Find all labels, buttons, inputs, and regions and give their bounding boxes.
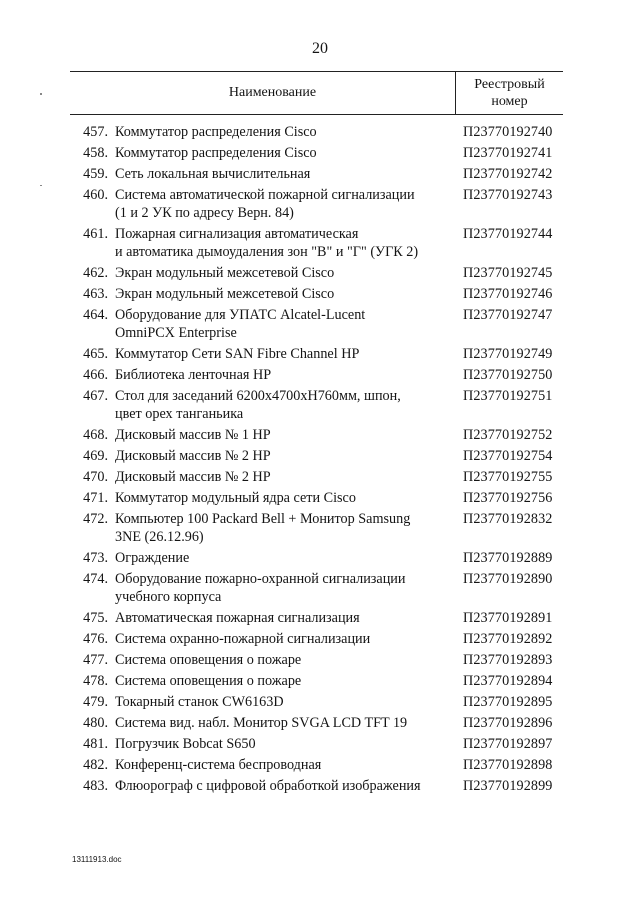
table-body [70, 115, 563, 796]
row-registry-number: П23770192747 [463, 306, 553, 323]
row-registry-number: П23770192897 [463, 735, 553, 752]
row-registry-number: П23770192898 [463, 756, 553, 773]
row-number: 481. [83, 735, 108, 752]
table-row [70, 607, 563, 628]
row-name: Ограждение [115, 549, 190, 566]
table-row [70, 262, 563, 283]
row-name: Экран модульный межсетевой Cisco [115, 285, 335, 302]
row-name: Токарный станок CW6163D [115, 693, 284, 710]
row-number: 466. [83, 366, 108, 383]
row-name: Флюорограф с цифровой обработкой изображения [115, 777, 421, 794]
row-name: Дисковый массив № 2 HP [115, 447, 271, 464]
table-row [70, 775, 563, 796]
page-number: 20 [312, 40, 328, 57]
row-number: 463. [83, 285, 108, 302]
row-name: Компьютер 100 Packard Bell + Монитор Samsung 3NE (26.12.96) [115, 510, 411, 545]
table-row [70, 121, 563, 142]
table-row [70, 445, 563, 466]
table-row [70, 142, 563, 163]
registry-table [70, 71, 563, 796]
row-number: 460. [83, 186, 108, 203]
row-name: Система оповещения о пожаре [115, 672, 302, 689]
table-row [70, 649, 563, 670]
row-registry-number: П23770192756 [463, 489, 553, 506]
row-number: 475. [83, 609, 108, 626]
row-registry-number: П23770192895 [463, 693, 553, 710]
table-row [70, 754, 563, 775]
row-number: 465. [83, 345, 108, 362]
row-registry-number: П23770192746 [463, 285, 553, 302]
row-number: 467. [83, 387, 108, 404]
row-registry-number: П23770192891 [463, 609, 553, 626]
row-number: 480. [83, 714, 108, 731]
row-number: 471. [83, 489, 108, 506]
row-registry-number: П23770192894 [463, 672, 553, 689]
row-number: 472. [83, 510, 108, 527]
table-row [70, 628, 563, 649]
row-name: Экран модульный межсетевой Cisco [115, 264, 335, 281]
scan-speck [40, 93, 42, 95]
row-name: Дисковый массив № 1 HP [115, 426, 271, 443]
table-row [70, 712, 563, 733]
row-name: Система автоматической пожарной сигнализации (1 и 2 УК по адресу Верн. 84) [115, 186, 415, 221]
table-row [70, 424, 563, 445]
row-number: 483. [83, 777, 108, 794]
table-row [70, 466, 563, 487]
row-registry-number: П23770192892 [463, 630, 553, 647]
row-registry-number: П23770192750 [463, 366, 553, 383]
row-registry-number: П23770192741 [463, 144, 553, 161]
row-number: 464. [83, 306, 108, 323]
row-number: 482. [83, 756, 108, 773]
row-number: 462. [83, 264, 108, 281]
row-name: Оборудование пожарно-охранной сигнализации учебного корпуса [115, 570, 406, 605]
table-row [70, 283, 563, 304]
table-row [70, 364, 563, 385]
table-header [70, 71, 563, 115]
row-number: 478. [83, 672, 108, 689]
row-number: 470. [83, 468, 108, 485]
row-number: 457. [83, 123, 108, 140]
row-name: Стол для заседаний 6200x4700xH760мм, шпон, цвет орех танганьика [115, 387, 401, 422]
row-registry-number: П23770192889 [463, 549, 553, 566]
row-name: Пожарная сигнализация автоматическая и автоматика дымоудаления зон "В" и "Г" (УГК 2) [115, 225, 419, 260]
table-row [70, 508, 563, 547]
row-registry-number: П23770192745 [463, 264, 553, 281]
row-name: Система оповещения о пожаре [115, 651, 302, 668]
row-registry-number: П23770192752 [463, 426, 553, 443]
row-registry-number: П23770192744 [463, 225, 553, 242]
table-row [70, 670, 563, 691]
row-number: 477. [83, 651, 108, 668]
header-registry-label: Реестровый номер [474, 77, 545, 109]
header-registry-number [456, 72, 563, 114]
scan-speck [40, 185, 42, 186]
row-name: Система вид. набл. Монитор SVGA LCD TFT 19 [115, 714, 408, 731]
row-number: 476. [83, 630, 108, 647]
table-row [70, 487, 563, 508]
row-number: 461. [83, 225, 108, 242]
row-registry-number: П23770192754 [463, 447, 553, 464]
row-registry-number: П23770192751 [463, 387, 553, 404]
row-registry-number: П23770192743 [463, 186, 553, 203]
row-registry-number: П23770192749 [463, 345, 553, 362]
row-name: Конференц-система беспроводная [115, 756, 322, 773]
row-registry-number: П23770192742 [463, 165, 553, 182]
row-number: 458. [83, 144, 108, 161]
row-registry-number: П23770192893 [463, 651, 553, 668]
row-name: Коммутатор Сети SAN Fibre Channel HP [115, 345, 360, 362]
row-number: 459. [83, 165, 108, 182]
footer-filename: 13111913.doc [72, 855, 122, 864]
row-name: Сеть локальная вычислительная [115, 165, 311, 182]
table-row [70, 385, 563, 424]
row-number: 469. [83, 447, 108, 464]
row-registry-number: П23770192896 [463, 714, 553, 731]
table-row [70, 343, 563, 364]
row-name: Библиотека ленточная HP [115, 366, 272, 383]
table-row [70, 223, 563, 262]
table-row [70, 691, 563, 712]
table-row [70, 304, 563, 343]
row-name: Автоматическая пожарная сигнализация [115, 609, 360, 626]
row-name: Коммутатор распределения Cisco [115, 123, 317, 140]
row-registry-number: П23770192890 [463, 570, 553, 587]
row-number: 474. [83, 570, 108, 587]
row-registry-number: П23770192755 [463, 468, 553, 485]
row-name: Дисковый массив № 2 HP [115, 468, 271, 485]
row-name: Оборудование для УПАТС Alcatel-Lucent OmniPCX Enterprise [115, 306, 366, 341]
row-number: 479. [83, 693, 108, 710]
row-registry-number: П23770192740 [463, 123, 553, 140]
table-row [70, 547, 563, 568]
row-name: Система охранно-пожарной сигнализации [115, 630, 371, 647]
row-name: Коммутатор распределения Cisco [115, 144, 317, 161]
row-number: 473. [83, 549, 108, 566]
row-name: Погрузчик Bobcat S650 [115, 735, 256, 752]
table-row [70, 733, 563, 754]
row-name: Коммутатор модульный ядра сети Cisco [115, 489, 356, 506]
table-row [70, 184, 563, 223]
row-registry-number: П23770192832 [463, 510, 553, 527]
header-name: Наименование [70, 72, 456, 114]
row-number: 468. [83, 426, 108, 443]
row-registry-number: П23770192899 [463, 777, 553, 794]
table-row [70, 568, 563, 607]
table-row [70, 163, 563, 184]
